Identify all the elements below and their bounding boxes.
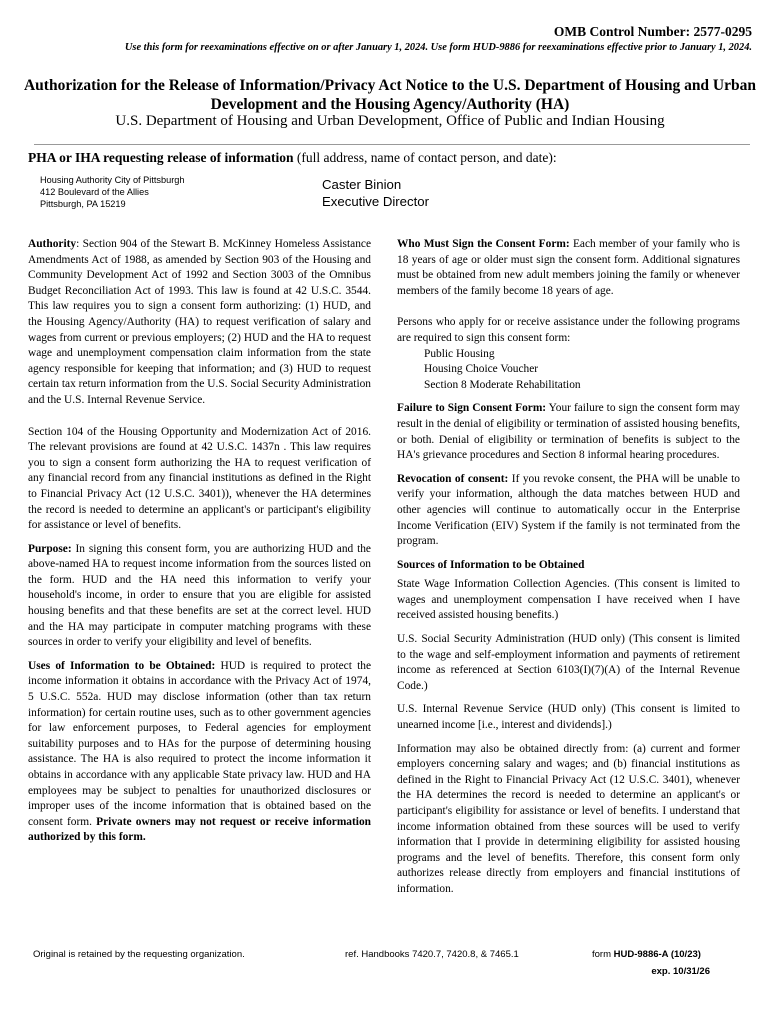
program-list <box>397 347 740 394</box>
state-wage-paragraph: State Wage Information Collection Agencies. (This consent is limited to wages and unemployment compensation I have received when I have received assisted housing benefits.) <box>397 578 740 622</box>
omb-control-number: OMB Control Number: 2577-0295 <box>553 24 752 39</box>
section-104-paragraph: Section 104 of the Housing Opportunity and Modernization Act of 2016. The relevant provisions are found at 42 U.S.C. 1437n . This law requires you to sign a consent form authorizing the HA to request verification of any financial record from any financial institutions as defined in the Right to Financial Privacy Act (12 U.S.C. 3401)), whenever the HA determines the record is needed to determine an applicant's or participant's eligibility for assistance or level of benefits. <box>28 425 371 532</box>
form-number: HUD-9886-A (10/23) <box>613 949 701 960</box>
pha-label: PHA or IHA requesting release of information <box>28 150 294 165</box>
footer-expiration: exp. 10/31/26 <box>651 966 710 977</box>
failure-label: Failure to Sign Consent Form: <box>397 402 547 415</box>
purpose-text: In signing this consent form, you are authorizing HUD and the above-named HA to request income information from the sources listed on the form. HUD and the HA need this information to verify your household's income, in order to ensure that you are eligible for assisted housing benefits and that these benefits are set at the correct level. HUD and the HA may participate in computer matching programs with these sources in order to verify your eligibility and level of benefits. <box>28 542 371 649</box>
who-paragraph <box>397 237 740 299</box>
footer-form-id <box>592 949 701 960</box>
title-line-1: Authorization for the Release of Information/Privacy Act Notice to the U.S. Department of Housing and Urban <box>23 77 756 94</box>
revocation-label: Revocation of consent: <box>397 472 509 485</box>
program-item: Public Housing <box>424 347 495 360</box>
program-item: Section 8 Moderate Rehabilitation <box>424 378 581 391</box>
contact-title: Executive Director <box>322 194 430 209</box>
revocation-paragraph <box>397 472 740 550</box>
pha-contact <box>322 176 429 210</box>
irs-paragraph: U.S. Internal Revenue Service (HUD only) (This consent is limited to unearned income [i.e., interest and dividends].) <box>397 703 740 732</box>
authority-text: : Section 904 of the Stewart B. McKinney Homeless Assistance Amendments Act of 1988, as amended by Section 903 of the Housing and Community Development Act of 1992 and Section 3003 of the Omnibus Budget Reconciliation Act of 1993. This law is found at 42 U.S.C. 3544. This law requires you to sign a consent form authorizing: (1) HUD, and the Housing Agency/Authority (HA) to request verification of salary and wages from current or previous employers; (2) HUD and the HA to request wage and unemployment compensation claim information from the state agency responsible for keeping that information; and (3) HUD to request certain tax return information from the U.S. Social Security Administration and the U.S. Internal Revenue Service. <box>28 238 371 406</box>
right-column <box>397 237 740 898</box>
uses-bold-text: Private owners may not request or receive information authorized by this form. <box>28 815 371 844</box>
purpose-label: Purpose: <box>28 542 72 555</box>
uses-paragraph <box>28 659 371 846</box>
pha-heading <box>28 150 557 166</box>
authority-label: Authority <box>28 238 77 250</box>
authority-paragraph <box>28 237 371 409</box>
pha-address-line: Housing Authority City of Pittsburgh <box>40 175 185 185</box>
program-item: Housing Choice Voucher <box>424 363 539 376</box>
contact-name: Caster Binion <box>322 177 402 192</box>
footer-retention-note: Original is retained by the requesting organization. <box>33 949 245 960</box>
failure-paragraph <box>397 401 740 463</box>
footer-handbooks: ref. Handbooks 7420.7, 7420.8, & 7465.1 <box>345 949 519 960</box>
pha-address <box>40 174 185 210</box>
failure-text: Your failure to sign the consent form may result in the denial of eligibility or termination of assisted housing benefits, or both. Denial of eligibility or termination of benefits is subject to the HA's grievance procedures and Section 8 informal hearing procedures. <box>397 402 740 462</box>
left-column <box>28 237 371 846</box>
form-subtitle: U.S. Department of Housing and Urban Development, Office of Public and Indian Housing <box>115 113 665 129</box>
info-paragraph: Information may also be obtained directly from: (a) current and former employers concerning salary and wages; and (b) financial institutions as defined in the Right to Financial Privacy Act (12 U.S.C. 3401), whenever the HA determines the record is needed to determine an applicant's or participant's eligibility for assistance or level of benefits. I understand that income information obtained from these sources will be used to verify information that I provide in determining eligibility for assisted housing programs and the level of benefits. Therefore, this consent form only authorizes release directly from employers and financial institutions of information. <box>397 742 740 895</box>
divider <box>34 144 750 145</box>
persons-paragraph: Persons who apply for or receive assistance under the following programs are required to sign this consent form: <box>397 316 740 344</box>
who-label: Who Must Sign the Consent Form: <box>397 238 570 250</box>
uses-label: Uses of Information to be Obtained: <box>28 659 216 672</box>
who-text: Each member of your family who is 18 years of age or older must sign the consent form. Additional signatures must be obtained from new adult members joining the family or whenever members of the family become 18 years of age. <box>397 238 740 297</box>
ssa-paragraph: U.S. Social Security Administration (HUD only) (This consent is limited to the wage and self-employment information and payments of retirement income as referenced at Section 6103(I)(7)(A) of the Internal Revenue Code.) <box>397 633 740 692</box>
form-title <box>20 76 760 114</box>
use-note: Use this form for reexaminations effective on or after January 1, 2024. Use form HUD-9886 for reexaminations effective prior to January 1, 2024. <box>124 42 752 53</box>
title-line-2: Development and the Housing Agency/Authority (HA) <box>210 96 570 113</box>
form-prefix: form <box>592 949 614 960</box>
pha-address-line: 412 Boulevard of the Allies <box>40 187 149 197</box>
sources-heading: Sources of Information to be Obtained <box>397 558 585 571</box>
purpose-paragraph <box>28 542 371 651</box>
pha-label-suffix: (full address, name of contact person, and date): <box>293 150 557 165</box>
pha-address-line: Pittsburgh, PA 15219 <box>40 199 126 209</box>
uses-text: HUD is required to protect the income information it obtains in accordance with the Privacy Act of 1974, 5 U.S.C. 552a. HUD may disclose information (other than tax return information) for certain routine uses, such as to other government agencies for law enforcement purposes, to Federal agencies for employment suitability purposes and to HAs for the purpose of determining housing assistance. The HA is also required to protect the income information it obtains in accordance with any applicable State privacy law. HUD and HA employees may be subject to penalties for unauthorized disclosures or improper uses of the income information that is obtained based on the consent form. <box>28 659 371 828</box>
revocation-text: If you revoke consent, the PHA will be unable to verify your information, although the data matches between HUD and other agencies will continue to automatically occur in the Enterprise Income Verification (EIV) System if the family is not terminated from the program. <box>397 472 740 548</box>
